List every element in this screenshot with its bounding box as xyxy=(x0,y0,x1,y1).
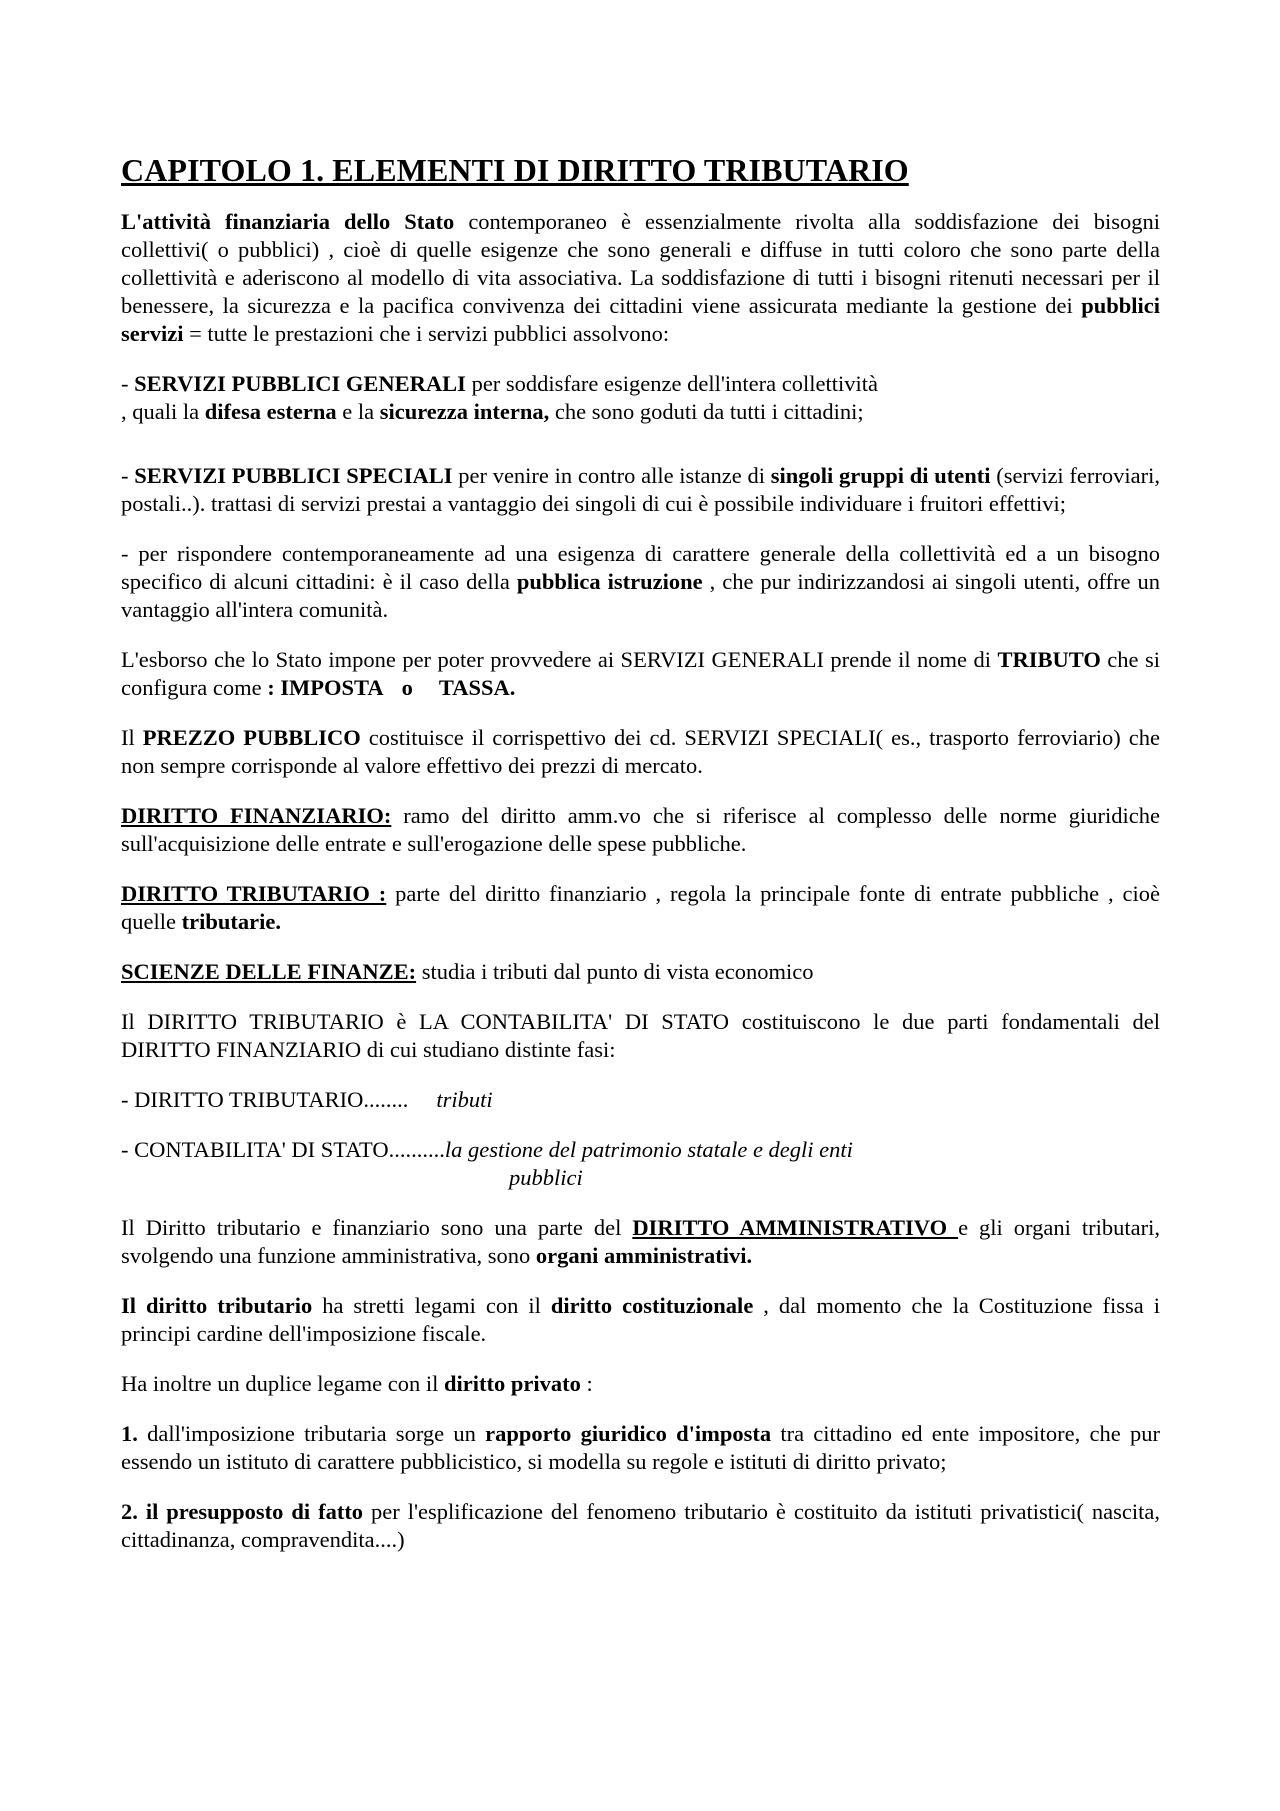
text: dall'imposizione tributaria sorge un xyxy=(137,1421,486,1446)
text: , dal momento che la Costituzione fissa i principi cardine dell'imposizione fiscale. xyxy=(121,1293,1161,1346)
text: Ha inoltre un duplice legame con il xyxy=(121,1371,445,1396)
italic-text: tributi xyxy=(436,1087,493,1112)
bold-term: L'attività finanziaria dello Stato xyxy=(121,209,455,234)
text: L'esborso che lo Stato impone per poter provvedere ai SERVIZI GENERALI prende il nome di xyxy=(121,647,998,672)
text: : xyxy=(580,1371,593,1396)
paragraph-diritto-privato xyxy=(121,1370,1160,1398)
paragraph-prezzo-pubblico xyxy=(121,724,1160,780)
bold-term: o xyxy=(401,675,413,700)
bold-term: Il diritto tributario xyxy=(121,1293,313,1318)
list-item-presupposto xyxy=(121,1498,1160,1554)
text: ramo del diritto amm.vo che si riferisce al complesso delle norme giuridiche sull'acquisizione delle entrate e sull'erogazione delle spese pubbliche. xyxy=(121,803,1160,856)
bold-term: organi amministrativi. xyxy=(535,1243,753,1268)
italic-text: la gestione del patrimonio statale e degli enti xyxy=(444,1137,853,1162)
bold-term: pubblica istruzione xyxy=(516,569,703,594)
list-item-contabilita xyxy=(121,1136,1160,1192)
text: ha stretti legami con il xyxy=(312,1293,551,1318)
paragraph-diritto-tributario xyxy=(121,880,1160,936)
text: , che pur indirizzandosi ai singoli utenti, offre un vantaggio all'intera comunità. xyxy=(121,569,1160,622)
text: per venire in contro alle istanze di xyxy=(452,463,771,488)
bold-term: difesa esterna xyxy=(204,399,337,424)
paragraph-amministrativo xyxy=(121,1214,1160,1270)
paragraph-servizi-generali xyxy=(121,370,1160,426)
bold-term: TRIBUTO xyxy=(997,647,1101,672)
paragraph-istruzione xyxy=(121,540,1160,624)
text: e gli organi tributari, svolgendo una funzione amministrativa, sono xyxy=(121,1215,1160,1268)
list-item-rapporto-giuridico xyxy=(121,1420,1160,1476)
bold-term: 1. xyxy=(121,1421,138,1446)
paragraph-servizi-speciali xyxy=(121,462,1160,518)
text: costituisce il corrispettivo dei cd. SERVIZI SPECIALI( es., trasporto ferroviario) che non sempre corrisponde al valore effettivo dei prezzi di mercato. xyxy=(121,725,1160,778)
text: studia i tributi dal punto di vista economico xyxy=(416,959,814,984)
paragraph-attivita-finanziaria xyxy=(121,208,1160,348)
bold-term: PREZZO PUBBLICO xyxy=(142,725,361,750)
text: per l'esplificazione del fenomeno tributario è costituito da istituti privatistici( nascita, cittadinanza, compravendita....) xyxy=(121,1499,1160,1552)
bold-term: diritto costituzionale xyxy=(550,1293,754,1318)
bold-term: rapporto giuridico d'imposta xyxy=(485,1421,772,1446)
bold-term: diritto privato xyxy=(444,1371,581,1396)
text: - per rispondere contemporaneamente ad una esigenza di carattere generale della collettività ed a un bisogno specifico di alcuni cittadini: è il caso della xyxy=(121,541,1160,594)
text: - CONTABILITA' DI STATO.......... xyxy=(121,1137,445,1162)
text: Il xyxy=(121,725,143,750)
bold-term: sicurezza interna, xyxy=(379,399,550,424)
bold-term: SCIENZE DELLE FINANZE: xyxy=(121,959,417,984)
text: parte del diritto finanziario , regola la principale fonte di entrate pubbliche , cioè quelle xyxy=(121,881,1160,934)
text: Il DIRITTO TRIBUTARIO è LA CONTABILITA' DI STATO costituiscono le due parti fondamentali del DIRITTO FINANZIARIO di cui studiano distinte fasi: xyxy=(121,1009,1160,1062)
bold-term: pubblici servizi xyxy=(121,293,1160,346)
paragraph-diritto-finanziario xyxy=(121,802,1160,858)
text: (servizi ferroviari, postali..). trattasi di servizi prestai a vantaggio dei singoli di cui è possibile individuare i fruitori effettivi; xyxy=(121,463,1160,516)
text: per soddisfare esigenze dell'intera collettività xyxy=(465,371,878,396)
bold-term: tributarie. xyxy=(181,909,281,934)
text: - DIRITTO TRIBUTARIO........ xyxy=(121,1087,409,1112)
italic-text: pubblici xyxy=(509,1165,583,1190)
chapter-title: CAPITOLO 1. ELEMENTI DI DIRITTO TRIBUTARIO xyxy=(121,152,909,188)
text: - xyxy=(121,463,135,488)
text: - xyxy=(121,371,135,396)
bold-term: singoli gruppi di utenti xyxy=(770,463,991,488)
bold-term: DIRITTO TRIBUTARIO : xyxy=(121,881,387,906)
bold-term: TASSA. xyxy=(438,675,516,700)
text: che sono goduti da tutti i cittadini; xyxy=(549,399,864,424)
paragraph-contabilita xyxy=(121,1008,1160,1064)
text: tra cittadino ed ente impositore, che pur essendo un istituto di carattere pubblicistico, si modella su regole e istituti di diritto privato; xyxy=(121,1421,1160,1474)
text: Il Diritto tributario e finanziario sono una parte del xyxy=(121,1215,633,1240)
bold-term: DIRITTO FINANZIARIO: xyxy=(121,803,392,828)
paragraph-tributo xyxy=(121,646,1160,702)
text: contemporaneo è essenzialmente rivolta alla soddisfazione dei bisogni collettivi( o pubblici) , cioè di quelle esigenze che sono generali e diffuse in tutti coloro che sono parte della collettività e aderiscono al modello di vita associativa. La soddisfazione di tutti i bisogni ritenuti necessari per il benessere, la sicurezza e la pacifica convivenza dei cittadini viene assicurata mediante la gestione dei xyxy=(121,209,1160,318)
list-item-tributario xyxy=(121,1086,1160,1114)
text: e la xyxy=(336,399,380,424)
bold-term: SERVIZI PUBBLICI SPECIALI xyxy=(134,463,453,488)
paragraph-scienze-finanze xyxy=(121,958,1160,986)
text: , quali la xyxy=(121,399,205,424)
bold-term: 2. il presupposto di fatto xyxy=(121,1499,364,1524)
bold-term: : IMPOSTA xyxy=(267,675,384,700)
text: = tutte le prestazioni che i servizi pubblici assolvono: xyxy=(183,321,670,346)
bold-term: DIRITTO AMMINISTRATIVO xyxy=(632,1215,959,1240)
spacer xyxy=(121,426,1160,462)
paragraph-costituzionale xyxy=(121,1292,1160,1348)
bold-term: SERVIZI PUBBLICI GENERALI xyxy=(134,371,466,396)
text: che si configura come xyxy=(121,647,1160,700)
